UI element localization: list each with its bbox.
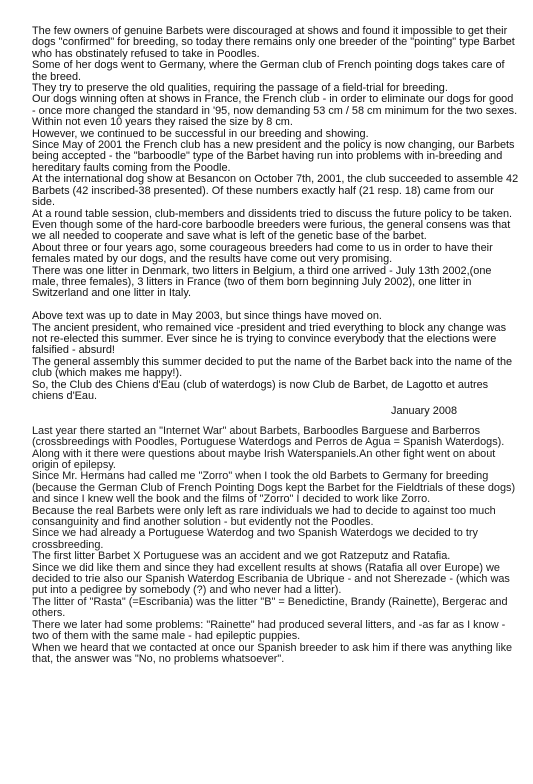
paragraph: Because the real Barbets were only left as rare individuals we had to decide to against too much consanguinity and find another solution - but evidently not the Poodles. [32,504,496,529]
paragraph: The general assembly this summer decided to put the name of the Barbet back into the name of the club (which makes me happy!). [32,355,513,380]
paragraph: Our dogs winning often at shows in France, the French club - in order to eliminate our dogs for good - once more changed the standard in '95, now demanding 53 cm / 58 cm minimum for the two sexes. Within not even 10 years they raised the size by 8 cm. [32,93,518,129]
paragraph: So, the Club des Chiens d'Eau (club of waterdogs) is now Club de Barbet, de Lagotto et autres chiens d'Eau. [32,378,489,402]
paragraph: The few owners of genuine Barbets were discouraged at shows and found it impossible to get their dogs "confirmed" for breeding, so today there remains only one breeder of the "pointing" type Barbet who has obstinately refused to take in Poodles. [32,25,515,60]
paragraph: Last year there started an "Internet War" about Barbets, Barboodles Barguese and Barberros (crossbreedings with Poodles, Portuguese Waterdogs and Perros de Agua = Spanish Waterdogs). [32,424,505,449]
section-history [32,26,519,300]
paragraph: About three or four years ago, some courageous breeders had come to us in order to have their females mated by our dogs, and the results have come out very promising. [32,241,493,266]
document-page [32,26,519,665]
paragraph: At a round table session, club-members and dissidents tried to discuss the future policy to be taken. Even though some of the hard-core barboodle breeders were furious, the general consens was that we all needed to cooperate and save what is left of the genetic base of the barbet. [32,207,513,243]
paragraph: The litter of "Rasta" (=Escribania) was the litter "B" = Benedictine, Brandy (Rainette), Bergerac and others. [32,595,508,620]
paragraph: Since May of 2001 the French club has a new president and the policy is now changing, our Barbets being accepted - the "barboodle" type of the Barbet having run into problems with in-breeding and hereditary faults coming from the Poodle. [32,139,515,174]
paragraph: Since Mr. Hermans had called me "Zorro" when I took the old Barbets to Germany for breeding (because the German Club of French Pointing Dogs kept the Barbet for the Fieldtrials of these dogs) and since I knew well the book and the films of "Zorro" I decided to work like Zorro. [32,470,516,506]
paragraph: Since we did like them and since they had excellent results at shows (Ratafia all over Europe) we decided to trie also our Spanish Waterdog Escribania de Ubrique - and not Sherezade - (which was put into a pedigree by somebody (?) and who never had a litter). [32,561,510,597]
paragraph: However, we continued to be successful in our breeding and showing. [32,127,369,140]
paragraph: Since we had already a Portuguese Waterdog and two Spanish Waterdogs we decided to try crossbreeding. [32,527,478,551]
paragraph: There we later had some problems: "Rainette" had produced several litters, and -as far as I know - two of them with the same male - had epileptic puppies. [32,618,506,643]
section-update [32,311,519,402]
paragraph: Some of her dogs went to Germany, where the German club of French pointing dogs takes care of the breed. [32,59,505,83]
paragraph: Along with it there were questions about maybe Irish Waterspaniels.An other fight went on about origin of epilepsy. [32,447,496,472]
paragraph: The first litter Barbet X Portuguese was an accident and we got Ratzeputz and Ratafia. [32,550,451,563]
paragraph: At the international dog show at Besancon on October 7th, 2001, the club succeeded to assemble 42 Barbets (42 inscribed-38 presented). Of these numbers exactly half (21 resp. 18) came from our side. [32,173,519,209]
paragraph: They try to preserve the old qualities, requiring the passage of a field-trial for breeding. [32,82,448,95]
paragraph: The ancient president, who remained vice -president and tried everything to block any change was not re-elected this summer. Ever since he is trying to convince everybody that the elections were falsified - absurd! [32,321,507,357]
paragraph: Above text was up to date in May 2003, but since things have moved on. [32,310,382,323]
date-heading: January 2008 [391,405,457,418]
section-2008 [32,426,519,666]
paragraph: There was one litter in Denmark, two litters in Belgium, a third one arrived - July 13th 2002,(one male, three females), 3 litters in France (two of them born beginning July 2002), one litter in Switzerland and one litter in Italy. [32,264,492,300]
paragraph: When we heard that we contacted at once our Spanish breeder to ask him if there was anything like that, the answer was "No, no problems whatsoever". [32,641,513,665]
